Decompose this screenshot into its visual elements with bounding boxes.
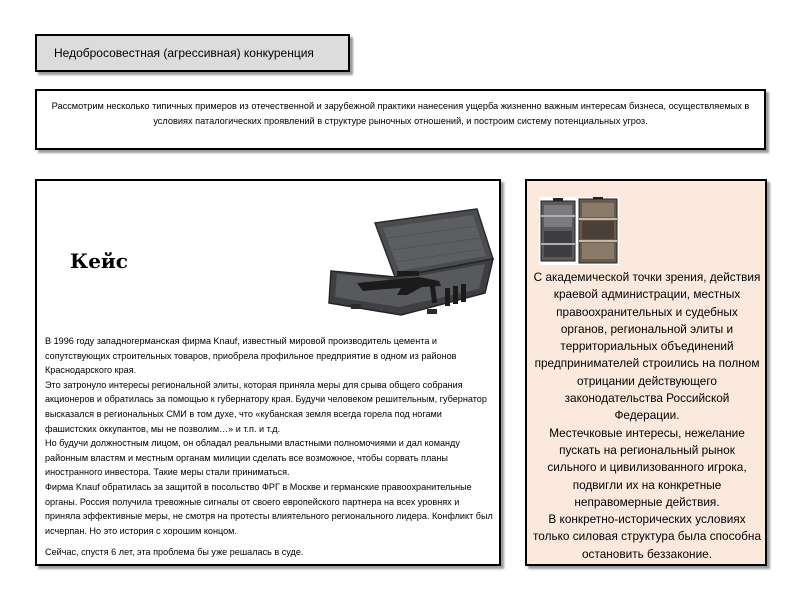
commentary-paragraph: С академической точки зрения, действия краевой администрации, местных правоохранительных и судебных органов, региональной элиты и территориальных объединений предпринимателей строились на полном отрицании действующего законодательства Российской Федерации. — [533, 270, 761, 423]
commentary-paragraph: Местечковые интересы, нежелание пускать на региональный рынок сильного и цивилизованного игрока, подвигли их на конкретные неправомерные действия. — [547, 425, 747, 509]
case-paragraph: Фирма Knauf обратилась за защитой в посольство ФРГ в Москве и германские правоохранительные органы. Россия получила тревожные сигналы от своего европейского партнера на всех уровнях и приняла эффективные меры, не смотря на протесты влиятельного регионального лидера. Конфликт был исчерпан. Но это история с хорошим концом. — [45, 481, 493, 536]
commentary-paragraph: В конкретно-исторических условиях только силовая структура была способна остановить беззаконие. — [533, 512, 762, 561]
intro-text: Рассмотрим несколько типичных примеров из отечественной и зарубежной практики нанесения ущерба жизненно важным интересам бизнеса, осуществляемых в условиях паталогических проявлений в структуре рыночных отношений, и построим систему потенциальных угроз. — [51, 101, 750, 126]
case-paragraph: Это затронуло интересы региональной элиты, которая приняла меры для срыва общего собрания акционеров и обратилась за помощью к губернатору края. Будучи человеком решительным, губернатор высказался в региональных СМИ в том духе, что «кубанская земля всегда горела под ногами фашистских оккупантов, мы не позволим…» и т.п. и т.д. — [45, 379, 487, 434]
slide-title: Недобросовестная (агрессивная) конкуренция — [54, 46, 314, 60]
commentary-panel — [525, 179, 767, 566]
case-heading: Кейс — [70, 249, 128, 273]
intro-box — [35, 89, 766, 150]
gun-case-image — [327, 201, 497, 326]
commentary-text — [533, 269, 761, 563]
equipment-cases-image — [539, 197, 619, 265]
case-paragraph: Сейчас, спустя 6 лет, эта проблема бы уже решалась в суде. — [45, 547, 304, 558]
case-panel — [35, 179, 501, 566]
case-text — [45, 334, 495, 560]
slide-title-box — [35, 34, 350, 72]
case-paragraph: Но будучи должностным лицом, он обладал реальными властными полномочиями и дал команду районным властям и местным органам милиции сделать все возможное, чтобы сорвать планы иностранного инвестора. Такие меры стали приниматься. — [45, 438, 460, 478]
case-paragraph: В 1996 году западногерманская фирма Knauf, известный мировой производитель цемента и сопутствующих строительных товаров, приобрела профильное предприятие в одном из районов Краснодарского края. — [45, 336, 457, 376]
